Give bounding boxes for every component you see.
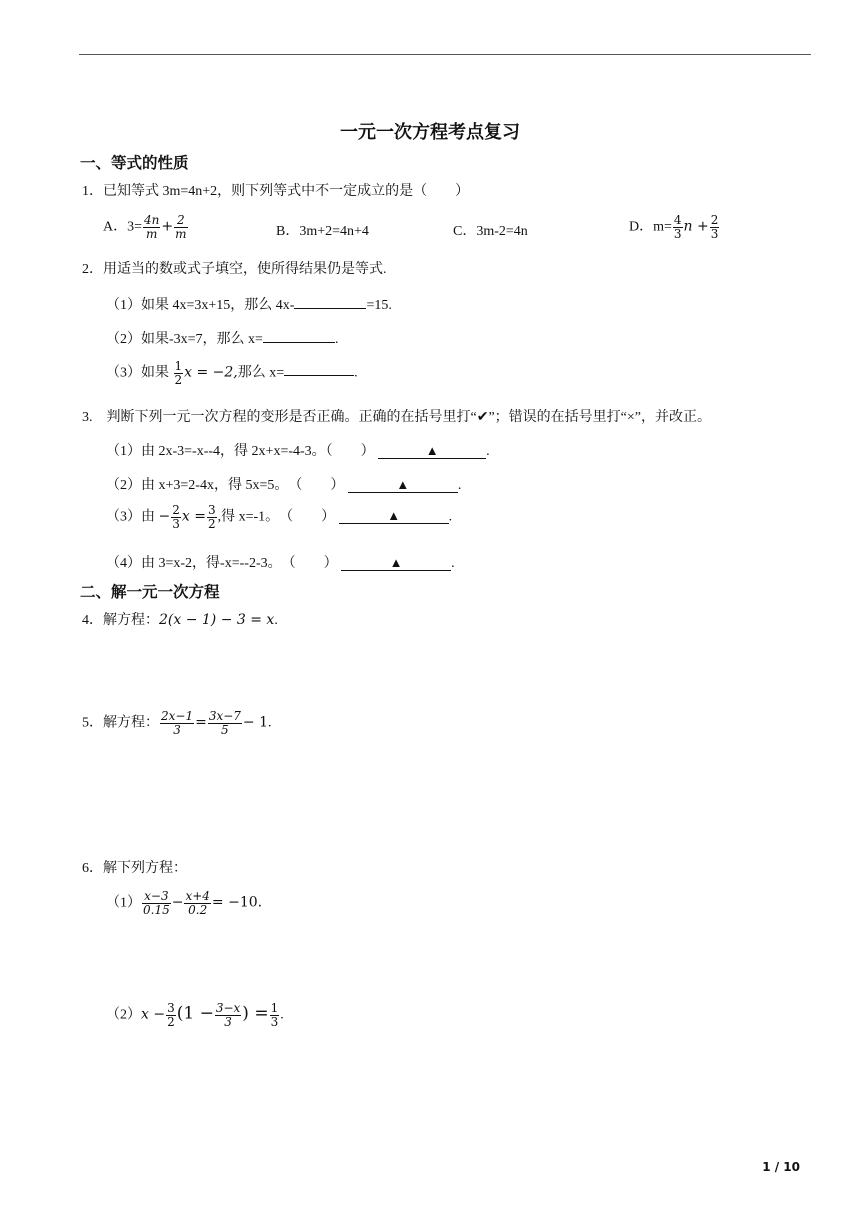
answer-line: ▲ — [348, 478, 458, 493]
answer-line: ▲ — [341, 556, 451, 571]
header-rule — [79, 54, 811, 55]
answer-blank — [263, 330, 335, 343]
question-5: 5．解方程： $\frac{2x-1}{3}$ = $\frac{3x-7}{5}$ − 1. — [82, 709, 272, 737]
page-number: 1 / 10 — [762, 1160, 800, 1174]
answer-blank — [284, 363, 354, 376]
question-4: 4．解方程：2(x − 1) − 3 = x. — [82, 612, 278, 628]
q1-option-a: A．3= $\frac{4n}{m}$ + $\frac{2}{m}$ — [103, 213, 187, 241]
section-heading-2: 二、解一元一次方程 — [80, 583, 220, 601]
q6-sub-1: （1） $\frac{x-3}{0.15}$ − $\frac{x+4}{0.2}$ = −10. — [106, 889, 263, 917]
answer-blank — [294, 296, 366, 309]
question-3-stem: 3. 判断下列一元一次方程的变形是否正确。正确的在括号里打“✔”；错误的在括号里打“×”，并改正。 — [82, 410, 711, 425]
q3-sub-4: （4）由 3=x-2，得-x=--2-3。 （ ） ▲ . — [106, 555, 455, 571]
q6-sub-2: （2）x − $\frac{3}{2}$ (1 − $\frac{3-x}{3}$ ) = $\frac{1}{3}$ . — [106, 1001, 284, 1029]
section-heading-1: 一、等式的性质 — [80, 154, 189, 172]
question-6-stem: 6．解下列方程： — [82, 861, 187, 876]
q1-option-b: B．3m+2=4n+4 — [276, 224, 369, 239]
q3-sub-1: （1）由 2x-3=-x--4，得 2x+x=-4-3。（ ） ▲ . — [106, 443, 490, 459]
q3-sub-2: （2）由 x+3=2-4x，得 5x=5。 （ ） ▲ . — [106, 477, 462, 493]
q2-sub-3: （3）如果 $\frac{1}{2}$ x = −2,那么 x= . — [106, 359, 358, 387]
q2-sub-2: （2）如果-3x=7，那么 x= . — [106, 332, 339, 347]
q1-option-d: D．m= $\frac{4}{3}$ n + $\frac{2}{3}$ — [629, 213, 719, 241]
question-2-stem: 2．用适当的数或式子填空，使所得结果仍是等式. — [82, 262, 387, 277]
answer-line: ▲ — [378, 444, 486, 459]
q1-option-c: C．3m-2=4n — [453, 224, 528, 239]
page-title: 一元一次方程考点复习 — [340, 122, 520, 143]
q3-sub-3: （3）由 − $\frac{2}{3}$ x = $\frac{3}{2}$ ,得 x=-1。 （ ） ▲ . — [106, 503, 453, 531]
question-1-stem: 1．已知等式 3m=4n+2，则下列等式中不一定成立的是（ ） — [82, 184, 470, 199]
answer-line: ▲ — [339, 509, 449, 524]
q2-sub-1: （1）如果 4x=3x+15，那么 4x- =15. — [106, 298, 392, 313]
